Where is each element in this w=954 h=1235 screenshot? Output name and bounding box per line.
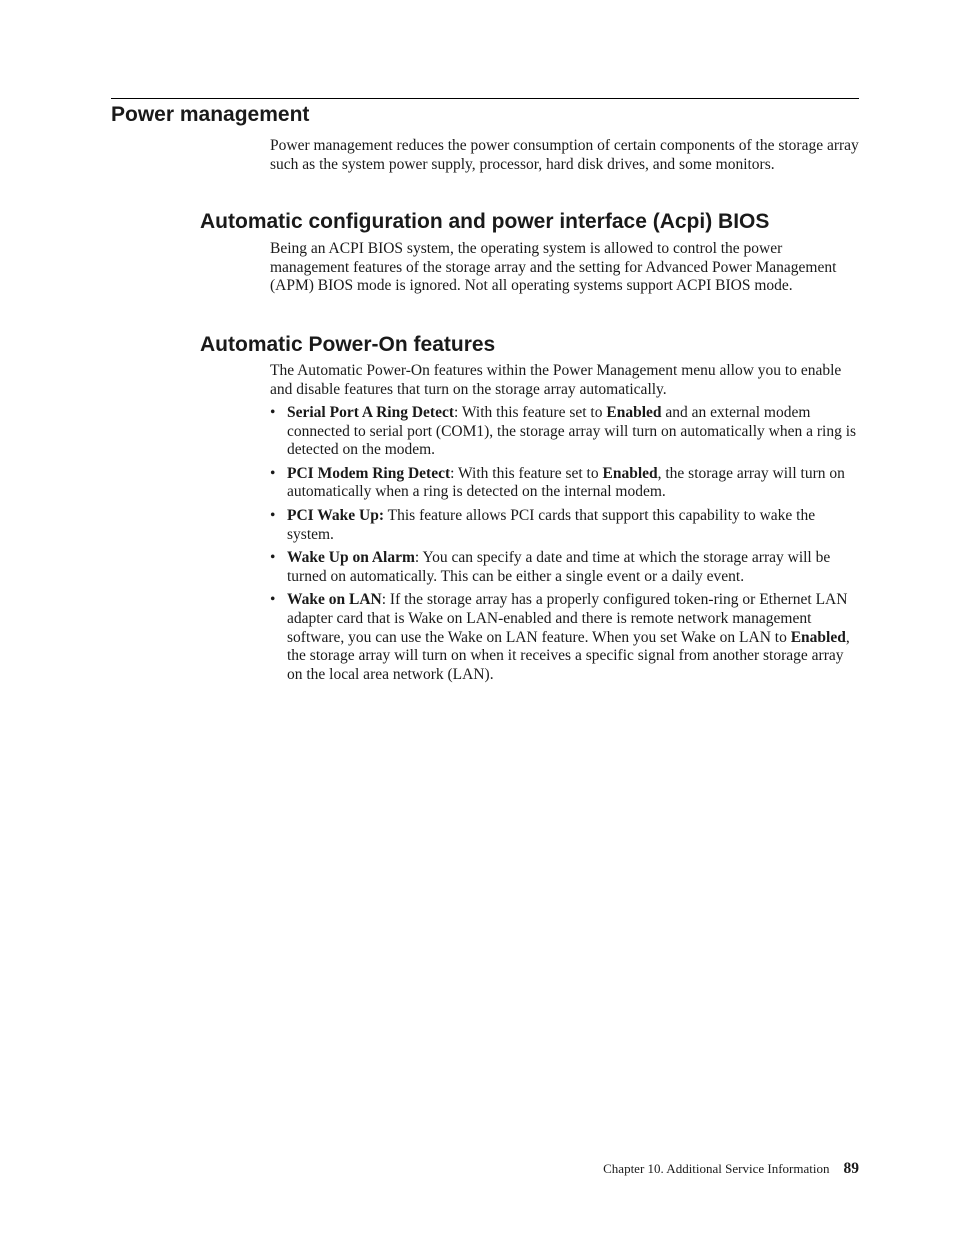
bullet-marker: • (270, 404, 276, 421)
page-number: 89 (843, 1160, 859, 1177)
feature-text: and an external modem connected to serial port (COM1), the storage array will turn on automatically when a ring is detected on the modem. (287, 404, 857, 459)
enabled-keyword: Enabled (606, 404, 662, 421)
term-pci-modem-ring-detect: PCI Modem Ring Detect (287, 464, 451, 482)
enabled-keyword: Enabled (790, 628, 846, 646)
feature-text: , the storage array will turn on when it receives a specific signal from another storage array on the local area network (LAN). (287, 628, 850, 683)
list-item-pci-wake-up (270, 507, 860, 544)
feature-text: : With this feature set to (450, 464, 603, 482)
footer-chapter-title: Chapter 10. Additional Service Information (603, 1161, 830, 1176)
enabled-keyword: Enabled (602, 464, 658, 482)
bullet-marker: • (270, 591, 276, 609)
feature-text: : If the storage array has a properly configured token-ring or Ethernet LAN adapter card that is Wake on LAN-enabled and there is remote network management software, you can use the Wake on LAN feature. When you set Wake on LAN to (287, 591, 848, 646)
list-item-wake-up-on-alarm (270, 549, 860, 586)
heading-acpi-bios: Automatic configuration and power interface (Acpi) BIOS (200, 210, 770, 233)
top-rule (111, 98, 859, 99)
page-footer (520, 1160, 859, 1178)
term-pci-wake-up: PCI Wake Up: (287, 506, 385, 524)
feature-text: : You can specify a date and time at which the storage array will be turned on automatically. This can be either a single event or a daily event. (287, 549, 831, 585)
term-serial-port-ring-detect: Serial Port A Ring Detect (287, 404, 455, 421)
heading-power-management: Power management (111, 103, 310, 126)
term-wake-up-on-alarm: Wake Up on Alarm (287, 549, 415, 567)
bullet-marker: • (270, 549, 276, 567)
feature-list (270, 404, 860, 689)
paragraph-acpi-bios: Being an ACPI BIOS system, the operating system is allowed to control the power management features of the storage array and the setting for Advanced Power Management (APM) BIOS mode is ignored. Not all operating systems support ACPI BIOS mode. (270, 240, 837, 295)
feature-text: This feature allows PCI cards that support this capability to wake the system. (287, 506, 816, 543)
bullet-marker: • (270, 506, 276, 524)
feature-text: , the storage array will turn on automatically when a ring is detected on the internal modem. (287, 464, 845, 501)
list-item-wake-on-lan (270, 591, 860, 684)
list-item-serial-port-ring-detect (270, 404, 860, 460)
list-item-pci-modem-ring-detect (270, 465, 860, 502)
feature-text: : With this feature set to (454, 404, 607, 421)
bullet-marker: • (270, 464, 276, 482)
paragraph-automatic-power-on: The Automatic Power-On features within the Power Management menu allow you to enable and disable features that turn on the storage array automatically. (270, 362, 842, 398)
term-wake-on-lan: Wake on LAN (287, 591, 382, 609)
paragraph-power-management: Power management reduces the power consumption of certain components of the storage array such as the system power supply, processor, hard disk drives, and some monitors. (270, 137, 859, 173)
heading-automatic-power-on: Automatic Power-On features (200, 333, 496, 356)
